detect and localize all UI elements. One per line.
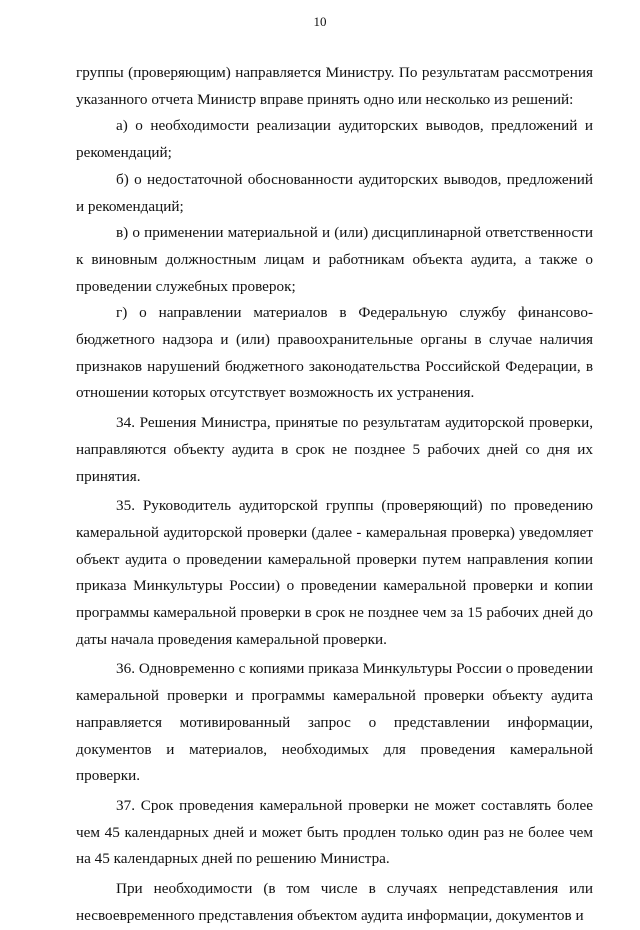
paragraph-item-v: в) о применении материальной и (или) дисциплинарной ответственности к виновным должностным лицам и работникам объекта аудита, а также о проведении служебных проверок; [76,224,593,295]
paragraph-item-a: а) о необходимости реализации аудиторских выводов, предложений и рекомендаций; [76,117,593,162]
paragraph-continuation: группы (проверяющим) направляется Министру. По результатам рассмотрения указанного отчета Министр вправе принять одно или несколько из решений: [76,64,593,108]
paragraph-37: 37. Срок проведения камеральной проверки не может составлять более чем 45 календарных дней и может быть продлен только один раз не более чем на 45 календарных дней по решению Министра. [76,796,593,868]
paragraph-34: 34. Решения Министра, принятые по результатам аудиторской проверки, направляются объекту аудита в срок не позднее 5 рабочих дней со дня их принятия. [76,414,593,485]
paragraph-36: 36. Одновременно с копиями приказа Минкультуры России о проведении камеральной проверки и программы камеральной проверки объекту аудита направляется мотивированный запрос о представлении информации, документов и материалов, необходимых для проведения камеральной проверки. [76,660,593,785]
document-body [76,60,593,930]
page-number: 10 [313,14,327,29]
paragraph-35: 35. Руководитель аудиторской группы (проверяющий) по проведению камеральной аудиторской проверки (далее - камеральная проверка) уведомляет объект аудита о проведении камеральной проверки путем направления копии приказа Минкультуры России) о проведении камеральной проверки и копии программы камеральной проверки в срок не позднее чем за 15 рабочих дней до даты начала проведения камеральной проверки. [76,497,593,648]
paragraph-item-b: б) о недостаточной обоснованности аудиторских выводов, предложений и рекомендаций; [76,170,593,215]
paragraph-when-necessary: При необходимости (в том числе в случаях непредставления или несвоевременного представления объектом аудита информации, документов и [76,880,593,924]
paragraph-item-g: г) о направлении материалов в Федеральную службу финансово-бюджетного надзора и (или) правоохранительные органы в случае наличия признаков нарушений бюджетного законодательства Российской Федерации, в отношении которых отсутствует возможность их устранения. [76,304,593,402]
